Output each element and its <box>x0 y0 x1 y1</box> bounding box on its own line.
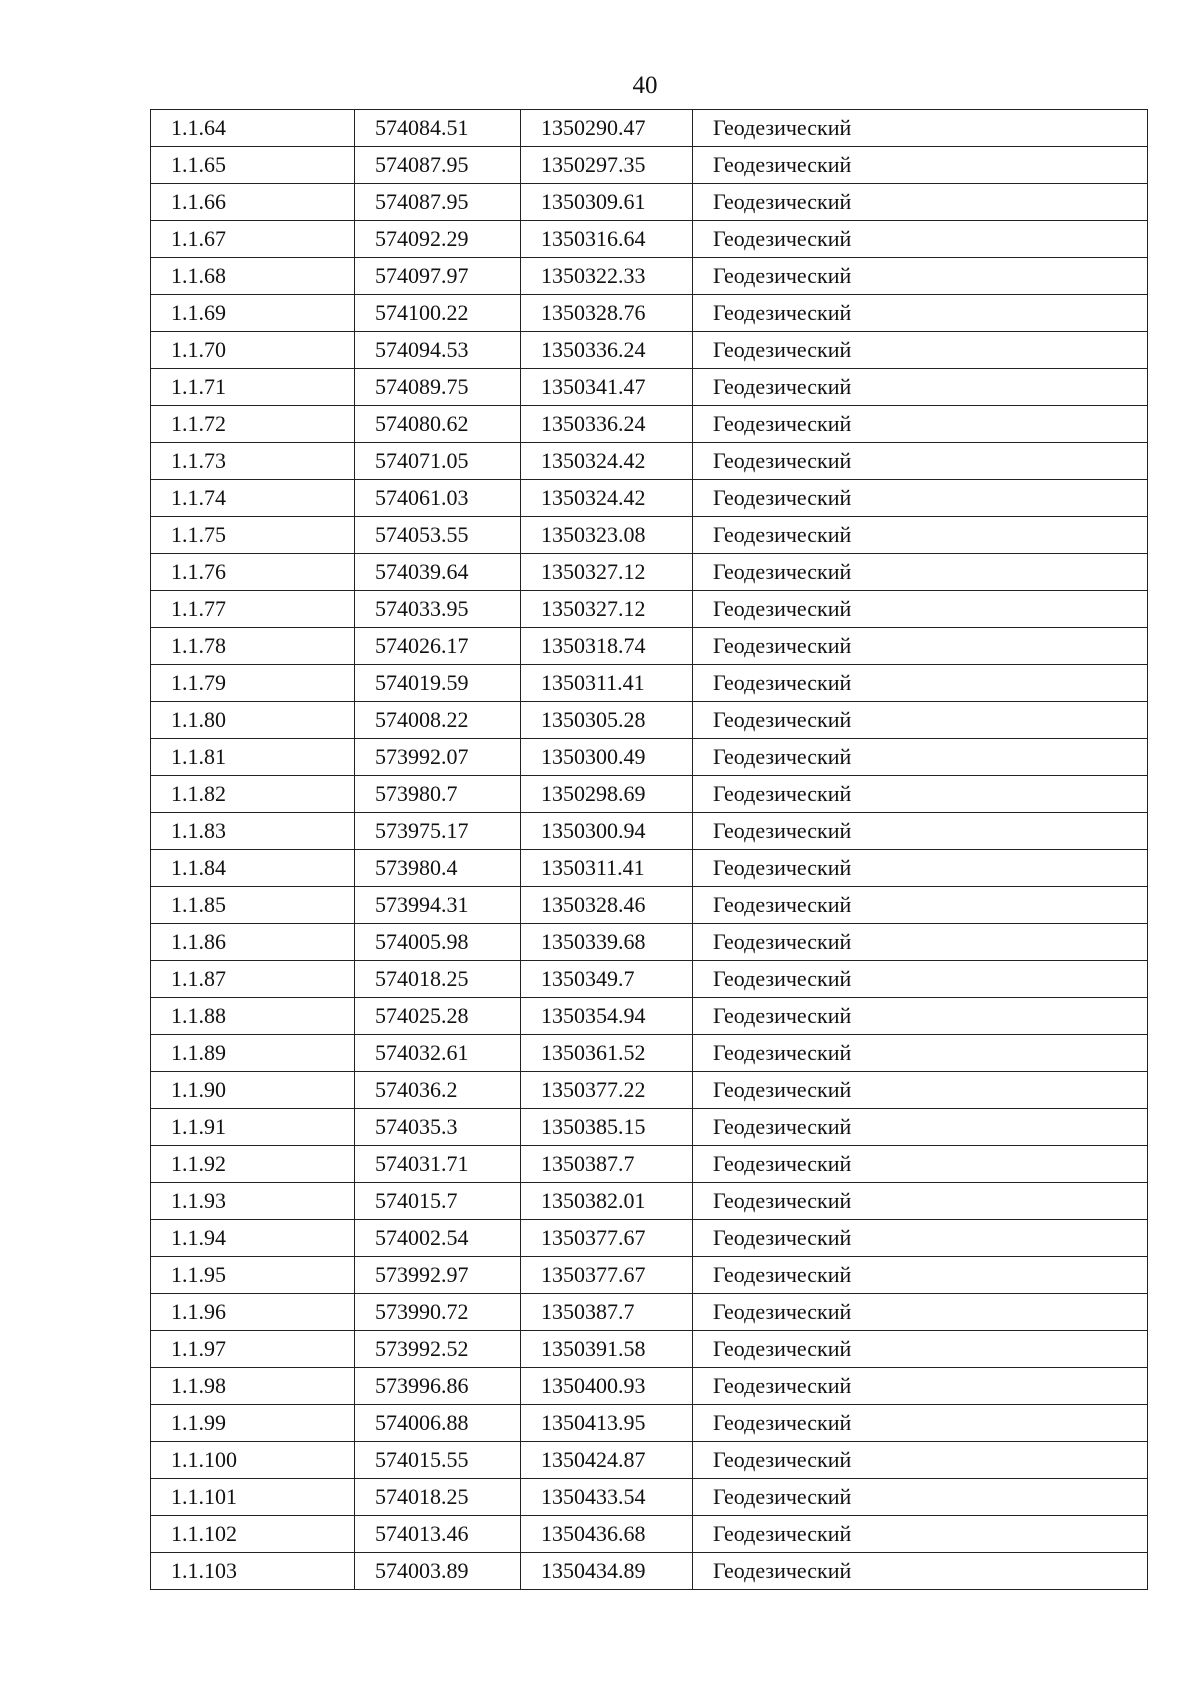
coordinates-table-body <box>151 110 1148 1590</box>
table-row <box>151 1553 1148 1590</box>
table-row <box>151 406 1148 443</box>
table-row <box>151 1257 1148 1294</box>
point-id-cell: 1.1.71 <box>151 369 355 406</box>
point-id-cell: 1.1.80 <box>151 702 355 739</box>
point-id-cell: 1.1.98 <box>151 1368 355 1405</box>
y-coordinate-cell: 1350336.24 <box>521 332 693 369</box>
x-coordinate-cell: 574053.55 <box>355 517 521 554</box>
table-row <box>151 1516 1148 1553</box>
table-row <box>151 924 1148 961</box>
table-row <box>151 443 1148 480</box>
x-coordinate-cell: 573975.17 <box>355 813 521 850</box>
point-id-cell: 1.1.77 <box>151 591 355 628</box>
point-id-cell: 1.1.83 <box>151 813 355 850</box>
point-id-cell: 1.1.68 <box>151 258 355 295</box>
x-coordinate-cell: 573994.31 <box>355 887 521 924</box>
method-cell: Геодезический <box>693 628 1148 665</box>
method-cell: Геодезический <box>693 369 1148 406</box>
y-coordinate-cell: 1350328.46 <box>521 887 693 924</box>
y-coordinate-cell: 1350297.35 <box>521 147 693 184</box>
point-id-cell: 1.1.73 <box>151 443 355 480</box>
point-id-cell: 1.1.69 <box>151 295 355 332</box>
x-coordinate-cell: 573992.97 <box>355 1257 521 1294</box>
method-cell: Геодезический <box>693 517 1148 554</box>
table-row <box>151 1368 1148 1405</box>
method-cell: Геодезический <box>693 1442 1148 1479</box>
y-coordinate-cell: 1350300.49 <box>521 739 693 776</box>
y-coordinate-cell: 1350349.7 <box>521 961 693 998</box>
method-cell: Геодезический <box>693 1220 1148 1257</box>
method-cell: Геодезический <box>693 998 1148 1035</box>
point-id-cell: 1.1.70 <box>151 332 355 369</box>
table-row <box>151 258 1148 295</box>
y-coordinate-cell: 1350434.89 <box>521 1553 693 1590</box>
y-coordinate-cell: 1350377.67 <box>521 1220 693 1257</box>
table-row <box>151 628 1148 665</box>
method-cell: Геодезический <box>693 887 1148 924</box>
y-coordinate-cell: 1350361.52 <box>521 1035 693 1072</box>
method-cell: Геодезический <box>693 295 1148 332</box>
point-id-cell: 1.1.97 <box>151 1331 355 1368</box>
point-id-cell: 1.1.64 <box>151 110 355 147</box>
point-id-cell: 1.1.76 <box>151 554 355 591</box>
method-cell: Геодезический <box>693 1479 1148 1516</box>
x-coordinate-cell: 573992.07 <box>355 739 521 776</box>
method-cell: Геодезический <box>693 332 1148 369</box>
point-id-cell: 1.1.82 <box>151 776 355 813</box>
y-coordinate-cell: 1350413.95 <box>521 1405 693 1442</box>
table-row <box>151 1479 1148 1516</box>
y-coordinate-cell: 1350391.58 <box>521 1331 693 1368</box>
y-coordinate-cell: 1350382.01 <box>521 1183 693 1220</box>
method-cell: Геодезический <box>693 924 1148 961</box>
x-coordinate-cell: 573980.7 <box>355 776 521 813</box>
y-coordinate-cell: 1350311.41 <box>521 850 693 887</box>
table-row <box>151 1331 1148 1368</box>
y-coordinate-cell: 1350433.54 <box>521 1479 693 1516</box>
x-coordinate-cell: 574006.88 <box>355 1405 521 1442</box>
point-id-cell: 1.1.101 <box>151 1479 355 1516</box>
point-id-cell: 1.1.74 <box>151 480 355 517</box>
point-id-cell: 1.1.81 <box>151 739 355 776</box>
y-coordinate-cell: 1350400.93 <box>521 1368 693 1405</box>
y-coordinate-cell: 1350318.74 <box>521 628 693 665</box>
method-cell: Геодезический <box>693 221 1148 258</box>
point-id-cell: 1.1.103 <box>151 1553 355 1590</box>
table-row <box>151 1294 1148 1331</box>
table-row <box>151 554 1148 591</box>
point-id-cell: 1.1.102 <box>151 1516 355 1553</box>
point-id-cell: 1.1.85 <box>151 887 355 924</box>
x-coordinate-cell: 574071.05 <box>355 443 521 480</box>
method-cell: Геодезический <box>693 1516 1148 1553</box>
x-coordinate-cell: 574025.28 <box>355 998 521 1035</box>
method-cell: Геодезический <box>693 961 1148 998</box>
x-coordinate-cell: 574036.2 <box>355 1072 521 1109</box>
table-row <box>151 1442 1148 1479</box>
point-id-cell: 1.1.84 <box>151 850 355 887</box>
y-coordinate-cell: 1350324.42 <box>521 480 693 517</box>
method-cell: Геодезический <box>693 1183 1148 1220</box>
method-cell: Геодезический <box>693 1405 1148 1442</box>
point-id-cell: 1.1.86 <box>151 924 355 961</box>
x-coordinate-cell: 574084.51 <box>355 110 521 147</box>
table-row <box>151 147 1148 184</box>
table-row <box>151 998 1148 1035</box>
point-id-cell: 1.1.91 <box>151 1109 355 1146</box>
y-coordinate-cell: 1350300.94 <box>521 813 693 850</box>
y-coordinate-cell: 1350354.94 <box>521 998 693 1035</box>
y-coordinate-cell: 1350424.87 <box>521 1442 693 1479</box>
method-cell: Геодезический <box>693 184 1148 221</box>
x-coordinate-cell: 574013.46 <box>355 1516 521 1553</box>
table-row <box>151 1220 1148 1257</box>
method-cell: Геодезический <box>693 1294 1148 1331</box>
point-id-cell: 1.1.90 <box>151 1072 355 1109</box>
point-id-cell: 1.1.96 <box>151 1294 355 1331</box>
point-id-cell: 1.1.75 <box>151 517 355 554</box>
table-row <box>151 480 1148 517</box>
table-row <box>151 813 1148 850</box>
x-coordinate-cell: 574087.95 <box>355 184 521 221</box>
method-cell: Геодезический <box>693 1368 1148 1405</box>
method-cell: Геодезический <box>693 443 1148 480</box>
x-coordinate-cell: 574019.59 <box>355 665 521 702</box>
table-row <box>151 369 1148 406</box>
table-row <box>151 850 1148 887</box>
x-coordinate-cell: 574005.98 <box>355 924 521 961</box>
coordinates-table <box>150 109 1148 1590</box>
x-coordinate-cell: 574031.71 <box>355 1146 521 1183</box>
y-coordinate-cell: 1350336.24 <box>521 406 693 443</box>
y-coordinate-cell: 1350298.69 <box>521 776 693 813</box>
table-row <box>151 702 1148 739</box>
point-id-cell: 1.1.89 <box>151 1035 355 1072</box>
table-row <box>151 776 1148 813</box>
method-cell: Геодезический <box>693 480 1148 517</box>
y-coordinate-cell: 1350322.33 <box>521 258 693 295</box>
method-cell: Геодезический <box>693 1553 1148 1590</box>
x-coordinate-cell: 574015.55 <box>355 1442 521 1479</box>
table-row <box>151 1183 1148 1220</box>
method-cell: Геодезический <box>693 776 1148 813</box>
point-id-cell: 1.1.65 <box>151 147 355 184</box>
x-coordinate-cell: 573980.4 <box>355 850 521 887</box>
method-cell: Геодезический <box>693 1109 1148 1146</box>
point-id-cell: 1.1.67 <box>151 221 355 258</box>
table-row <box>151 1146 1148 1183</box>
x-coordinate-cell: 574032.61 <box>355 1035 521 1072</box>
x-coordinate-cell: 574100.22 <box>355 295 521 332</box>
method-cell: Геодезический <box>693 406 1148 443</box>
x-coordinate-cell: 573990.72 <box>355 1294 521 1331</box>
point-id-cell: 1.1.88 <box>151 998 355 1035</box>
method-cell: Геодезический <box>693 850 1148 887</box>
method-cell: Геодезический <box>693 739 1148 776</box>
point-id-cell: 1.1.100 <box>151 1442 355 1479</box>
table-row <box>151 1109 1148 1146</box>
x-coordinate-cell: 574094.53 <box>355 332 521 369</box>
point-id-cell: 1.1.66 <box>151 184 355 221</box>
x-coordinate-cell: 573992.52 <box>355 1331 521 1368</box>
x-coordinate-cell: 574002.54 <box>355 1220 521 1257</box>
x-coordinate-cell: 574026.17 <box>355 628 521 665</box>
method-cell: Геодезический <box>693 813 1148 850</box>
y-coordinate-cell: 1350387.7 <box>521 1146 693 1183</box>
point-id-cell: 1.1.72 <box>151 406 355 443</box>
point-id-cell: 1.1.93 <box>151 1183 355 1220</box>
y-coordinate-cell: 1350387.7 <box>521 1294 693 1331</box>
x-coordinate-cell: 574061.03 <box>355 480 521 517</box>
y-coordinate-cell: 1350309.61 <box>521 184 693 221</box>
point-id-cell: 1.1.94 <box>151 1220 355 1257</box>
page-number: 40 <box>632 72 658 99</box>
method-cell: Геодезический <box>693 258 1148 295</box>
table-row <box>151 961 1148 998</box>
y-coordinate-cell: 1350339.68 <box>521 924 693 961</box>
point-id-cell: 1.1.79 <box>151 665 355 702</box>
method-cell: Геодезический <box>693 554 1148 591</box>
table-row <box>151 517 1148 554</box>
method-cell: Геодезический <box>693 665 1148 702</box>
x-coordinate-cell: 574003.89 <box>355 1553 521 1590</box>
table-row <box>151 332 1148 369</box>
x-coordinate-cell: 574039.64 <box>355 554 521 591</box>
x-coordinate-cell: 574018.25 <box>355 961 521 998</box>
y-coordinate-cell: 1350377.67 <box>521 1257 693 1294</box>
x-coordinate-cell: 574092.29 <box>355 221 521 258</box>
table-row <box>151 184 1148 221</box>
method-cell: Геодезический <box>693 110 1148 147</box>
table-row <box>151 221 1148 258</box>
method-cell: Геодезический <box>693 591 1148 628</box>
x-coordinate-cell: 574018.25 <box>355 1479 521 1516</box>
y-coordinate-cell: 1350385.15 <box>521 1109 693 1146</box>
y-coordinate-cell: 1350311.41 <box>521 665 693 702</box>
table-row <box>151 295 1148 332</box>
y-coordinate-cell: 1350290.47 <box>521 110 693 147</box>
point-id-cell: 1.1.99 <box>151 1405 355 1442</box>
point-id-cell: 1.1.92 <box>151 1146 355 1183</box>
table-row <box>151 591 1148 628</box>
y-coordinate-cell: 1350316.64 <box>521 221 693 258</box>
table-row <box>151 1405 1148 1442</box>
table-row <box>151 887 1148 924</box>
x-coordinate-cell: 574008.22 <box>355 702 521 739</box>
method-cell: Геодезический <box>693 1257 1148 1294</box>
table-row <box>151 1035 1148 1072</box>
y-coordinate-cell: 1350324.42 <box>521 443 693 480</box>
y-coordinate-cell: 1350327.12 <box>521 554 693 591</box>
method-cell: Геодезический <box>693 1072 1148 1109</box>
x-coordinate-cell: 574097.97 <box>355 258 521 295</box>
method-cell: Геодезический <box>693 1331 1148 1368</box>
table-row <box>151 665 1148 702</box>
y-coordinate-cell: 1350327.12 <box>521 591 693 628</box>
method-cell: Геодезический <box>693 147 1148 184</box>
x-coordinate-cell: 573996.86 <box>355 1368 521 1405</box>
x-coordinate-cell: 574089.75 <box>355 369 521 406</box>
method-cell: Геодезический <box>693 702 1148 739</box>
y-coordinate-cell: 1350305.28 <box>521 702 693 739</box>
point-id-cell: 1.1.87 <box>151 961 355 998</box>
method-cell: Геодезический <box>693 1035 1148 1072</box>
y-coordinate-cell: 1350328.76 <box>521 295 693 332</box>
table-row <box>151 1072 1148 1109</box>
x-coordinate-cell: 574035.3 <box>355 1109 521 1146</box>
y-coordinate-cell: 1350323.08 <box>521 517 693 554</box>
point-id-cell: 1.1.95 <box>151 1257 355 1294</box>
x-coordinate-cell: 574033.95 <box>355 591 521 628</box>
table-row <box>151 110 1148 147</box>
y-coordinate-cell: 1350341.47 <box>521 369 693 406</box>
x-coordinate-cell: 574080.62 <box>355 406 521 443</box>
x-coordinate-cell: 574087.95 <box>355 147 521 184</box>
table-row <box>151 739 1148 776</box>
x-coordinate-cell: 574015.7 <box>355 1183 521 1220</box>
point-id-cell: 1.1.78 <box>151 628 355 665</box>
y-coordinate-cell: 1350436.68 <box>521 1516 693 1553</box>
y-coordinate-cell: 1350377.22 <box>521 1072 693 1109</box>
method-cell: Геодезический <box>693 1146 1148 1183</box>
